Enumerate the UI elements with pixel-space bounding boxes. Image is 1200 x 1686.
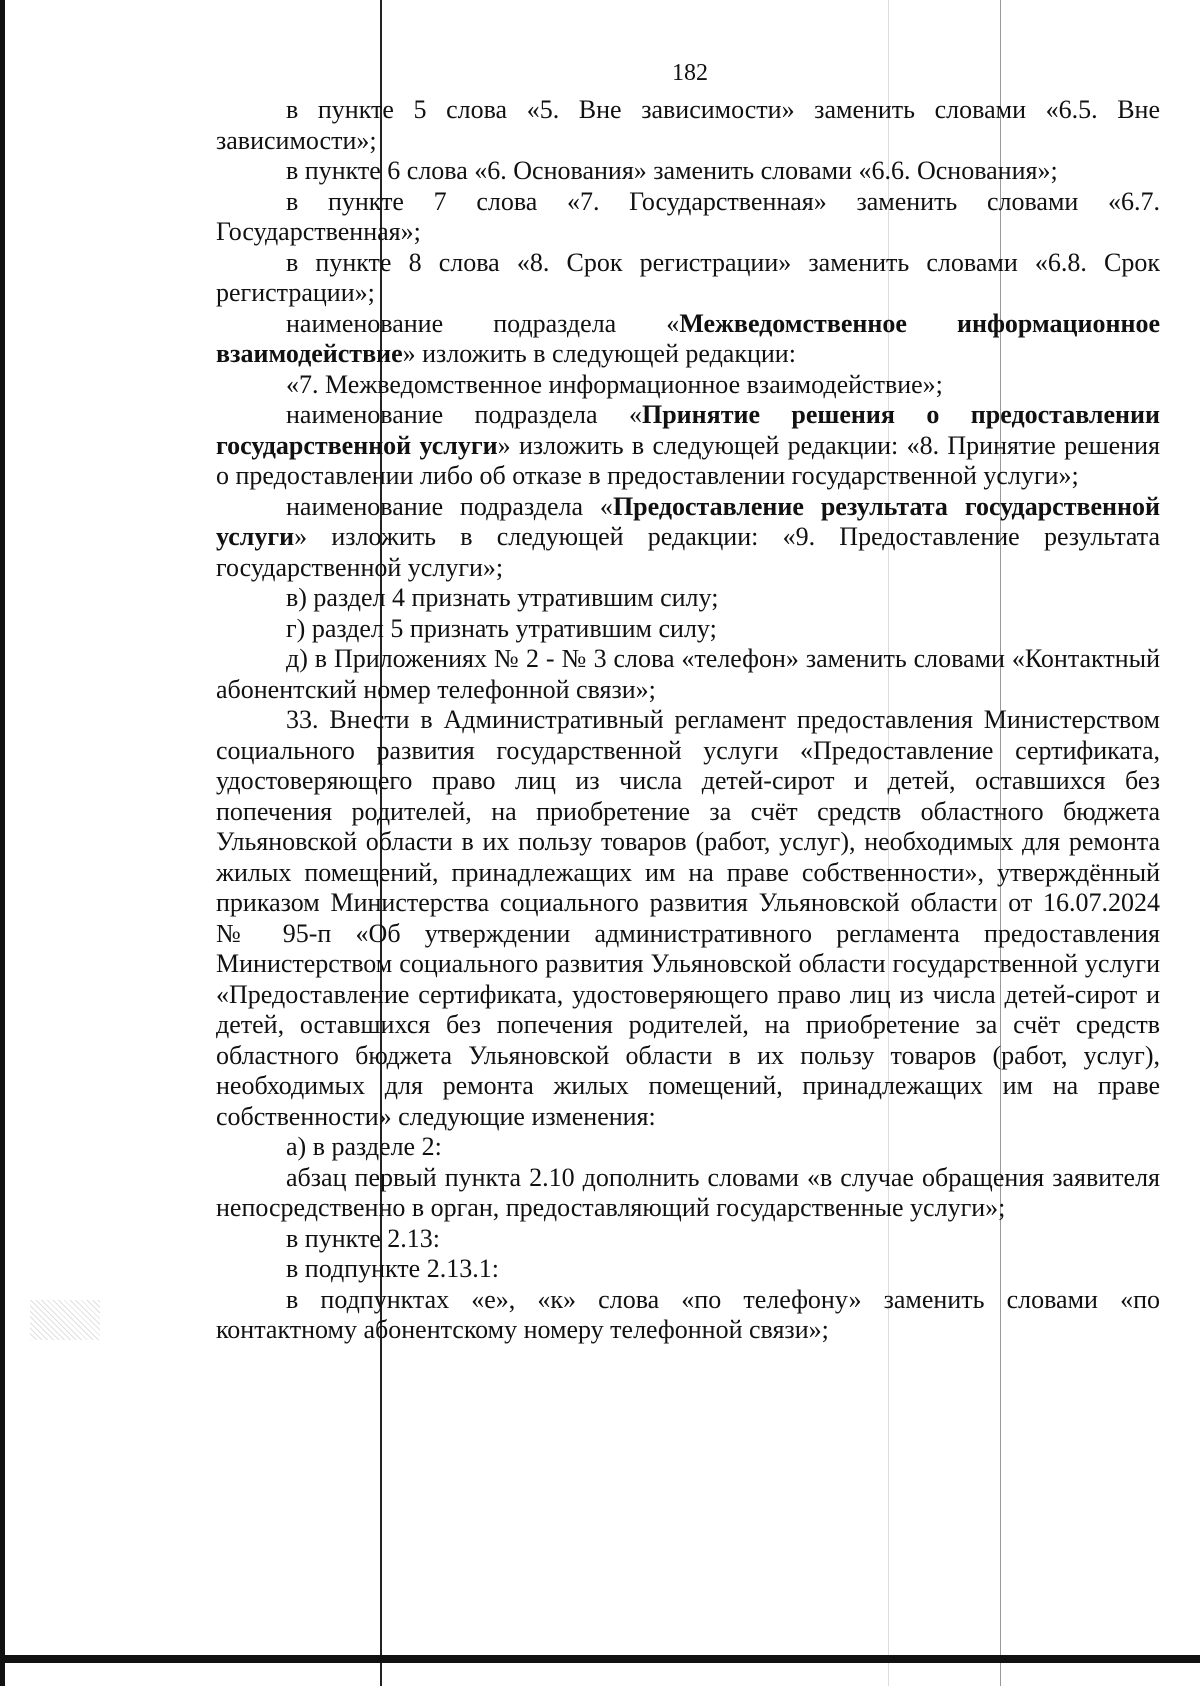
text-run: в подпунктах «е», «к» слова «по телефону» заменить словами «по контактному абонентскому номеру телефонной связи»; (216, 1284, 1160, 1344)
bold-text: Принятие решения о предоставлении государственной услуги (216, 400, 1160, 460)
paragraph (216, 492, 1160, 584)
paragraph (216, 187, 1160, 248)
text-run: наименование подраздела « (286, 491, 613, 521)
paragraph (216, 1224, 1160, 1255)
paragraph (216, 156, 1160, 187)
text-run: » изложить в следующей редакции: «8. Принятие решения о предоставлении либо об отказе в предоставлении государственной услуги»; (216, 430, 1161, 490)
bold-text: Межведомственное информационное взаимодействие (216, 308, 1160, 368)
text-run: » изложить в следующей редакции: (402, 339, 796, 368)
text-run: » изложить в следующей редакции: «9. Предоставление результата государственной услуги»; (216, 522, 1160, 582)
paragraph (216, 370, 1160, 401)
paragraph (216, 1132, 1160, 1163)
text-run: г) раздел 5 признать утратившим силу; (286, 613, 717, 643)
text-run: наименование подраздела « (286, 400, 642, 429)
paragraph (216, 644, 1160, 705)
bold-text: Предоставление результата государственной услуги (216, 491, 1160, 551)
text-run: в пункте 2.13: (286, 1223, 441, 1253)
page-number: 182 (672, 60, 708, 86)
paragraph (216, 705, 1160, 1132)
text-run: в пункте 8 слова «8. Срок регистрации» заменить словами «6.8. Срок регистрации»; (216, 247, 1160, 307)
text-run: в) раздел 4 признать утратившим силу; (286, 583, 719, 612)
paragraph (216, 95, 1160, 156)
paragraph (216, 400, 1160, 492)
scan-noise (30, 1300, 100, 1340)
text-run: 33. Внести в Административный регламент предоставления Министерством социального развития государственной услуги «Предоставление сертификата, удостоверяющего право лиц из числа детей-сирот и детей, оставшихся без попечения родителей, на приобретение за счёт средств областного бюджета Ульяновской области в их пользу товаров (работ, услуг), необходимых для ремонта жилых помещений, принадлежащих им на праве собственности», утверждённый приказом Министерства социального развития Ульяновской области от 16.07.2024 № 95-п «Об утверждении административного регламента предоставления Министерством социального развития Ульяновской области государственной услуги «Предоставление сертификата, удостоверяющего право лиц из числа детей-сирот и детей, оставшихся без попечения родителей, на приобретение за счёт средств областного бюджета Ульяновской области в их пользу товаров (работ, услуг), необходимых для ремонта жилых помещений, принадлежащих им на праве собственности» следующие изменения: (216, 705, 1160, 1131)
text-run: в пункте 6 слова «6. Основания» заменить словами «6.6. Основания»; (286, 156, 1058, 185)
paragraph (216, 1163, 1160, 1224)
text-run: в пункте 7 слова «7. Государственная» заменить словами «6.7. Государственная»; (216, 186, 1160, 246)
scan-left-edge (0, 0, 5, 1686)
paragraph (216, 309, 1160, 370)
paragraph (216, 1285, 1160, 1346)
document-body (216, 95, 1160, 1346)
text-run: в подпункте 2.13.1: (286, 1254, 499, 1283)
text-run: в пункте 5 слова «5. Вне зависимости» заменить словами «6.5. Вне зависимости»; (216, 95, 1160, 155)
text-run: д) в Приложениях № 2 - № 3 слова «телефон» заменить словами «Контактный абонентский номер телефонной связи»; (216, 644, 1160, 704)
paragraph (216, 248, 1160, 309)
scan-bottom-edge (0, 1655, 1200, 1663)
text-run: «7. Межведомственное информационное взаимодействие»; (286, 369, 943, 399)
paragraph (216, 1254, 1160, 1285)
page-number-container (0, 60, 1200, 87)
text-run: абзац первый пункта 2.10 дополнить словами «в случае обращения заявителя непосредственно в орган, предоставляющий государственные услуги»; (216, 1162, 1160, 1222)
paragraph (216, 614, 1160, 645)
text-run: наименование подраздела « (286, 308, 680, 338)
text-run: а) в разделе 2: (286, 1132, 442, 1161)
paragraph (216, 583, 1160, 614)
